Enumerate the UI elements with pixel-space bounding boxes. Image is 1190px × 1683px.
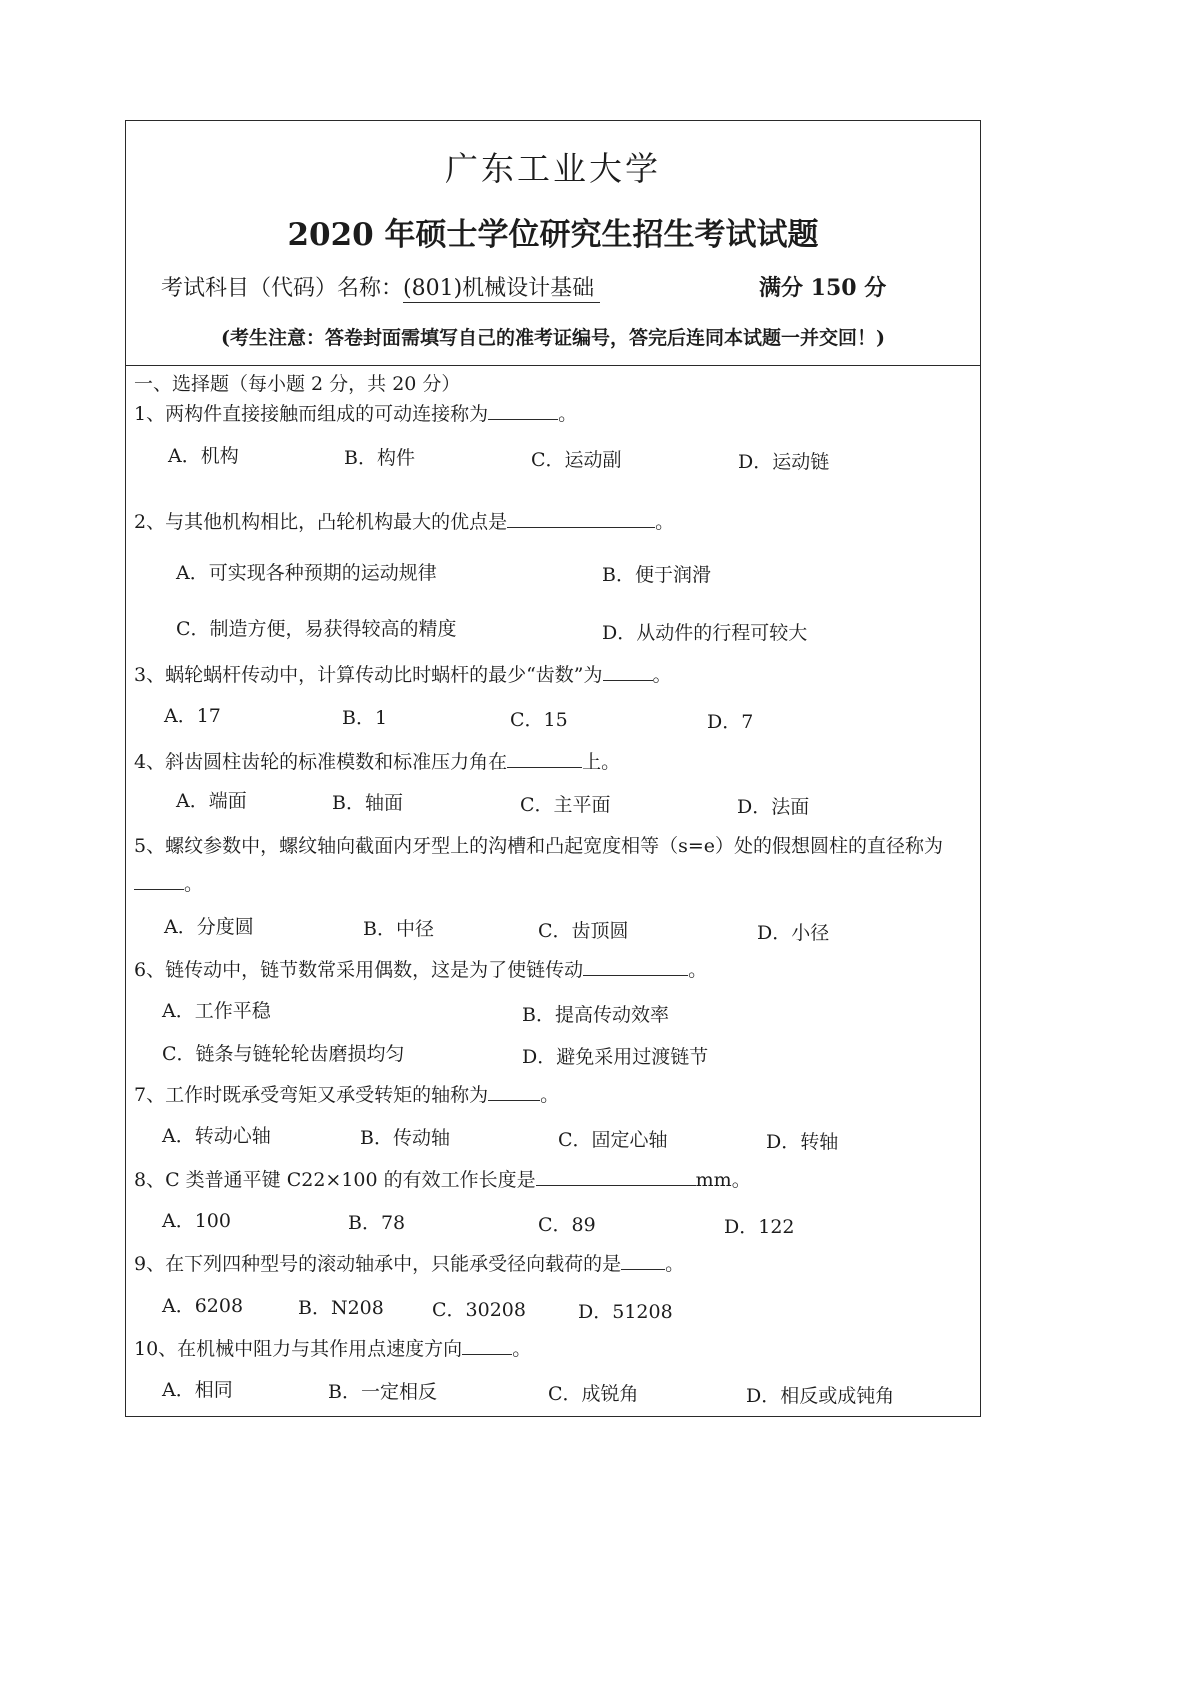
option: D．转轴: [766, 1131, 839, 1153]
option: D．避免采用过渡链节: [522, 1046, 709, 1068]
option: C．运动副: [531, 449, 622, 471]
subject-label: 考试科目（代码）名称：: [161, 276, 404, 301]
answer-blank: [488, 1082, 540, 1101]
option: D．7: [707, 711, 754, 733]
answer-blank: [583, 957, 688, 976]
question-stem: 8、C 类普通平键 C22×100 的有效工作长度是 mm。: [134, 1169, 751, 1191]
option: A．转动心轴: [162, 1125, 271, 1147]
exam-title: 2020 年硕士学位研究生招生考试试题: [287, 217, 819, 253]
exam-sheet: [125, 120, 981, 1417]
option: B．N208: [298, 1297, 384, 1319]
subject-line: [161, 271, 960, 302]
question-stem: 1、两构件直接接触而组成的可动连接称为 。: [134, 403, 578, 425]
option: C．15: [510, 709, 568, 731]
question-stem: 4、斜齿圆柱齿轮的标准模数和标准压力角在 上。: [134, 751, 621, 773]
option: A．分度圆: [164, 916, 254, 938]
option: D．法面: [737, 796, 810, 818]
option: D．相反或成钝角: [746, 1385, 895, 1407]
option: B．轴面: [332, 792, 403, 814]
question-stem: 9、在下列四种型号的滚动轴承中，只能承受径向载荷的是 。: [134, 1253, 685, 1275]
option: A．机构: [168, 445, 239, 467]
option: A．17: [164, 705, 221, 727]
option: D．从动件的行程可较大: [602, 622, 808, 644]
answer-blank: [507, 749, 582, 768]
option: B．提高传动效率: [522, 1004, 669, 1026]
question-stem: 6、链传动中，链节数常采用偶数，这是为了使链传动 。: [134, 959, 708, 981]
question-stem: 3、蜗轮蜗杆传动中，计算传动比时蜗杆的最少“齿数”为 。: [134, 664, 672, 686]
answer-blank: [536, 1167, 696, 1186]
full-score: 满分 150 分: [759, 275, 887, 301]
option: D．122: [724, 1216, 795, 1238]
option: B．78: [348, 1212, 406, 1234]
option: A．6208: [162, 1295, 244, 1317]
option: C．固定心轴: [558, 1129, 668, 1151]
exam-notice: (考生注意：答卷封面需填写自己的准考证编号，答完后连同本试题一并交回！): [221, 327, 885, 349]
option: B．传动轴: [360, 1127, 450, 1149]
answer-blank: [507, 509, 655, 528]
option: C．链条与链轮轮齿磨损均匀: [162, 1043, 405, 1065]
answer-blank: [621, 1251, 665, 1270]
answer-blank: [603, 662, 653, 681]
answer-blank: [462, 1336, 512, 1355]
option: D．51208: [578, 1301, 673, 1323]
option: A．工作平稳: [162, 1000, 271, 1022]
question-stem: 2、与其他机构相比，凸轮机构最大的优点是 。: [134, 511, 675, 533]
option: C．30208: [432, 1299, 526, 1321]
question-stem: 7、工作时既承受弯矩又承受转矩的轴称为 。: [134, 1084, 560, 1106]
option: B．便于润滑: [602, 564, 711, 586]
question-stem: 5、螺纹参数中，螺纹轴向截面内牙型上的沟槽和凸起宽度相等（s=e）处的假想圆柱的直径称为。: [134, 835, 944, 895]
option: B．一定相反: [328, 1381, 437, 1403]
option: B．中径: [363, 918, 434, 940]
option: D．运动链: [738, 451, 830, 473]
option: B．1: [342, 707, 388, 729]
option: A．可实现各种预期的运动规律: [176, 562, 437, 584]
subject-name: (801)机械设计基础: [403, 276, 600, 303]
answer-blank: [134, 871, 184, 890]
option: A．相同: [162, 1379, 233, 1401]
question-stem: 10、在机械中阻力与其作用点速度方向 。: [134, 1338, 532, 1360]
option: C．主平面: [520, 794, 611, 816]
section-title: 一、选择题（每小题 2 分，共 20 分）: [134, 373, 461, 395]
scan-mark: [483, 1408, 493, 1412]
school-name: 广东工业大学: [445, 149, 661, 188]
option: C．齿顶圆: [538, 920, 629, 942]
option: C．89: [538, 1214, 596, 1236]
option: B．构件: [344, 447, 415, 469]
option: D．小径: [757, 922, 830, 944]
option: A．端面: [176, 790, 247, 812]
option: A．100: [162, 1210, 231, 1232]
answer-blank: [488, 401, 558, 420]
option: C．制造方便，易获得较高的精度: [176, 618, 457, 640]
exam-header: [126, 121, 980, 366]
option: C．成锐角: [548, 1383, 639, 1405]
